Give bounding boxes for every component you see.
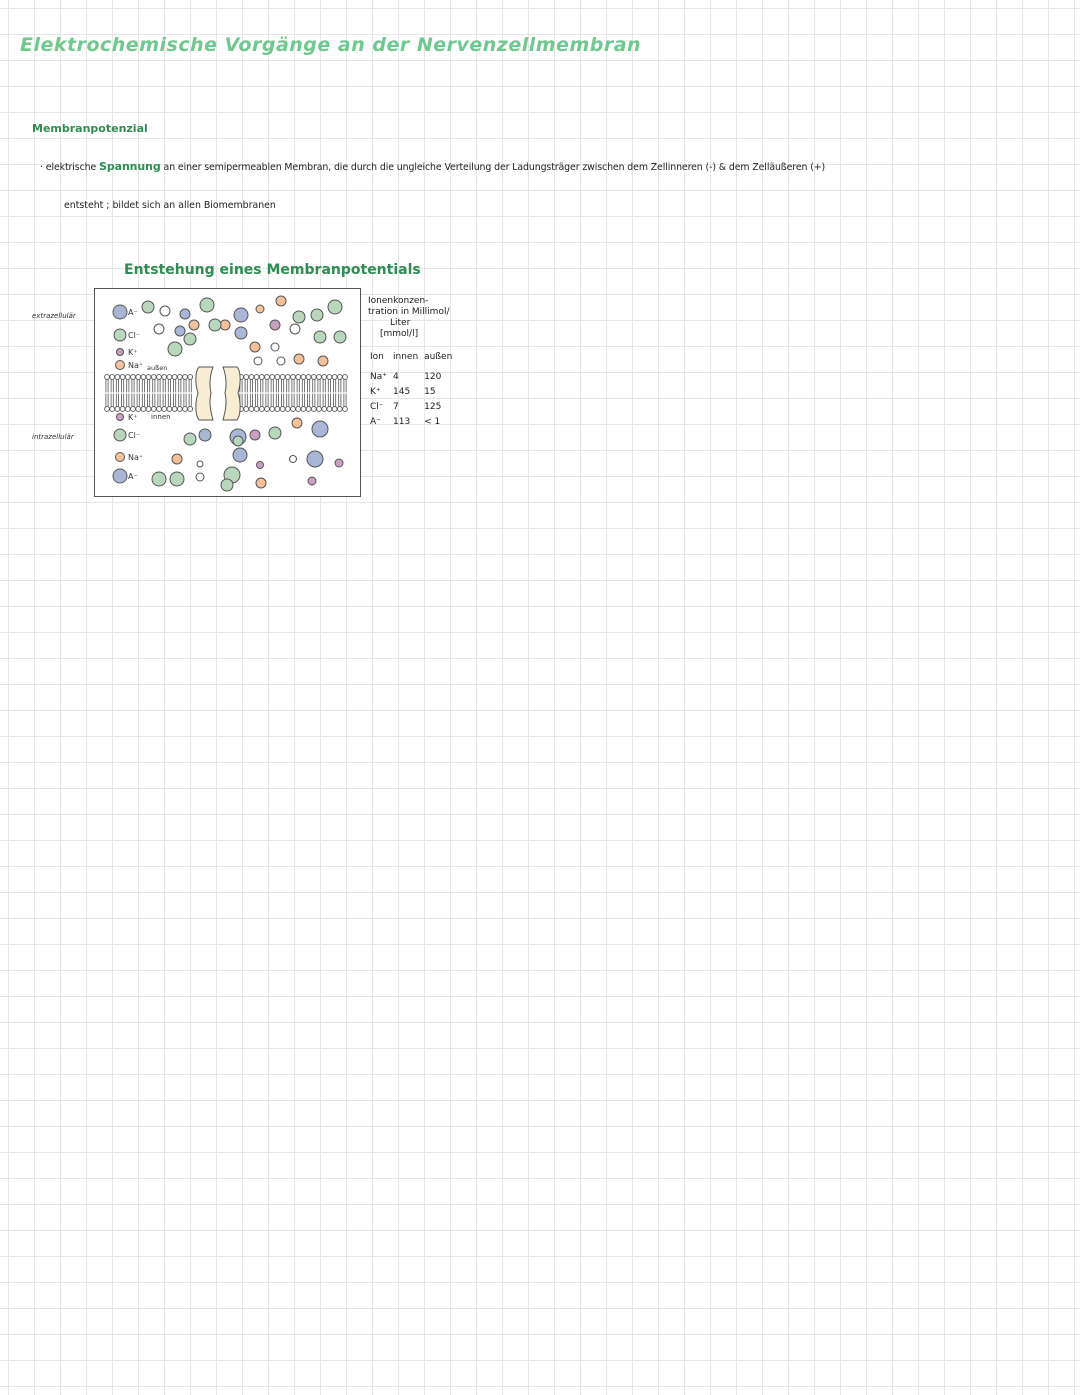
cell-outside: 15 xyxy=(424,387,436,397)
phospholipid-head xyxy=(125,375,130,380)
ion-channel-right-half xyxy=(223,367,240,420)
ion-particle xyxy=(269,427,281,439)
phospholipid-head xyxy=(177,375,182,380)
cell-outside: 120 xyxy=(424,372,442,382)
phospholipid-head xyxy=(270,407,275,412)
phospholipid-head xyxy=(105,407,110,412)
ion-legend-marker xyxy=(117,414,124,421)
ion-particle xyxy=(199,429,211,441)
ion-particle xyxy=(160,306,170,316)
phospholipid-head xyxy=(157,407,162,412)
phospholipid-head xyxy=(249,375,254,380)
ion-particle xyxy=(293,311,305,323)
ion-legend-marker xyxy=(113,305,127,319)
phospholipid-head xyxy=(105,375,110,380)
ion-particle xyxy=(233,448,247,462)
table-caption-line-1: Ionenkonzen- xyxy=(368,296,429,306)
phospholipid-head xyxy=(311,375,316,380)
phospholipid-head xyxy=(167,407,172,412)
phospholipid-head xyxy=(146,375,151,380)
legend-inside-anion: A⁻ xyxy=(128,472,138,481)
ion-particle xyxy=(311,309,323,321)
phospholipid-head xyxy=(157,375,162,380)
legend-outside-chloride: Cl⁻ xyxy=(128,331,141,340)
ion-particle xyxy=(197,461,203,467)
phospholipid-head xyxy=(275,375,280,380)
phospholipid-head xyxy=(183,375,188,380)
phospholipid-head xyxy=(332,375,337,380)
ion-particle xyxy=(233,436,243,446)
phospholipid-head xyxy=(296,375,301,380)
phospholipid-head xyxy=(301,407,306,412)
ion-particle xyxy=(250,342,260,352)
ion-particle xyxy=(334,331,346,343)
phospholipid-head xyxy=(136,407,141,412)
ion-particle xyxy=(235,327,247,339)
cell-inside: 4 xyxy=(393,372,399,382)
phospholipid-head xyxy=(146,407,151,412)
label-extracellular: extrazellulär xyxy=(32,312,76,320)
cell-ion: K⁺ xyxy=(370,387,381,397)
ion-particle xyxy=(271,343,279,351)
phospholipid-head xyxy=(177,407,182,412)
phospholipid-head xyxy=(327,375,332,380)
ion-particle xyxy=(318,356,328,366)
membrane-svg xyxy=(95,289,360,496)
phospholipid-head xyxy=(343,407,348,412)
phospholipid-head xyxy=(306,375,311,380)
phospholipid-head xyxy=(136,375,141,380)
legend-outside-potassium: K⁺ xyxy=(128,348,138,357)
phospholipid-head xyxy=(311,407,316,412)
definition-bullet: · xyxy=(40,162,43,173)
ion-legend-marker xyxy=(116,361,125,370)
cell-inside: 145 xyxy=(393,387,411,397)
phospholipid-head xyxy=(244,375,249,380)
cell-ion: Na⁺ xyxy=(370,372,387,382)
cell-ion: A⁻ xyxy=(370,417,381,427)
ion-particle xyxy=(312,421,328,437)
legend-outside-anion: A⁻ xyxy=(128,308,138,317)
cell-outside: < 1 xyxy=(424,417,441,427)
phospholipid-head xyxy=(254,407,259,412)
ion-legend-marker xyxy=(117,349,124,356)
header-outside: außen xyxy=(424,352,453,362)
ion-channel xyxy=(196,367,240,420)
table-caption-line-4: [mmol/l] xyxy=(380,329,419,339)
ion-particle xyxy=(154,324,164,334)
ion-particle xyxy=(184,333,196,345)
phospholipid-head xyxy=(244,407,249,412)
phospholipid-head xyxy=(306,407,311,412)
section-heading: Membranpotenzial xyxy=(32,122,148,135)
ion-particle xyxy=(254,357,262,365)
phospholipid-head xyxy=(115,407,120,412)
table-caption-line-3: Liter xyxy=(390,318,411,328)
phospholipid-head xyxy=(265,407,270,412)
page-title: Elektrochemische Vorgänge an der Nervenzellmembran xyxy=(20,34,642,56)
ion-particle xyxy=(175,326,185,336)
ion-legend-marker xyxy=(116,453,125,462)
phospholipid-head xyxy=(141,407,146,412)
header-ion: Ion xyxy=(370,352,384,362)
phospholipid-head xyxy=(172,375,177,380)
ion-particle xyxy=(307,451,323,467)
phospholipid-head xyxy=(151,407,156,412)
phospholipid-head xyxy=(327,407,332,412)
ion-particle xyxy=(292,418,302,428)
phospholipid-head xyxy=(131,407,136,412)
ion-legend-marker xyxy=(113,469,127,483)
ion-particle xyxy=(276,296,286,306)
definition-line-1 xyxy=(40,160,825,173)
concentration-table-block xyxy=(368,296,456,432)
ion-particle xyxy=(314,331,326,343)
phospholipid-head xyxy=(317,407,322,412)
legend-inside-word: innen xyxy=(151,413,171,421)
definition-part-1: elektrische xyxy=(45,162,97,173)
ion-particle xyxy=(335,459,343,467)
ion-particle xyxy=(294,354,304,364)
phospholipid-head xyxy=(110,407,115,412)
table-header-row xyxy=(368,352,456,372)
table-row xyxy=(368,387,456,402)
cell-inside: 113 xyxy=(393,417,411,427)
phospholipid-head xyxy=(296,407,301,412)
phospholipid-head xyxy=(265,375,270,380)
phospholipid-head xyxy=(343,375,348,380)
ion-particle xyxy=(328,300,342,314)
phospholipid-head xyxy=(280,375,285,380)
phospholipid-head xyxy=(131,375,136,380)
ion-channel-left-half xyxy=(196,367,213,420)
phospholipid-head xyxy=(285,375,290,380)
phospholipid-head xyxy=(183,407,188,412)
label-intracellular: intrazellulär xyxy=(32,433,74,441)
phospholipid-head xyxy=(254,375,259,380)
legend-outside-sodium: Na⁺ xyxy=(128,361,144,370)
definition-emphasis: Spannung xyxy=(99,160,161,173)
definition-part-2: an einer semipermeablen Membran, die durch die ungleiche Verteilung der Ladungsträger zwischen dem Zellinneren (-) & dem Zelläußeren (+) xyxy=(163,162,826,173)
phospholipid-head xyxy=(167,375,172,380)
ion-particle xyxy=(172,454,182,464)
phospholipid-head xyxy=(322,407,327,412)
ion-particle xyxy=(170,472,184,486)
legend-outside-word: außen xyxy=(147,364,168,372)
ion-legend-marker xyxy=(114,329,126,341)
ion-particle xyxy=(256,478,266,488)
phospholipid-head xyxy=(172,407,177,412)
ion-particle xyxy=(189,320,199,330)
ion-particle xyxy=(250,430,260,440)
cell-ion: Cl⁻ xyxy=(370,402,384,412)
definition-line-2: entsteht ; bildet sich an allen Biomembranen xyxy=(64,200,276,211)
phospholipid-head xyxy=(322,375,327,380)
phospholipid-head xyxy=(337,407,342,412)
phospholipid-head xyxy=(110,375,115,380)
table-row xyxy=(368,372,456,387)
phospholipid-head xyxy=(332,407,337,412)
phospholipid-head xyxy=(188,375,193,380)
phospholipid-head xyxy=(141,375,146,380)
legend-inside-sodium: Na⁺ xyxy=(128,453,144,462)
phospholipid-head xyxy=(291,375,296,380)
phospholipid-head xyxy=(291,407,296,412)
phospholipid-head xyxy=(285,407,290,412)
table-caption-line-2: tration in Millimol/ xyxy=(368,307,450,317)
ion-particle xyxy=(290,324,300,334)
ion-particle xyxy=(257,462,264,469)
ion-particle xyxy=(270,320,280,330)
ion-particle xyxy=(196,473,204,481)
phospholipid-head xyxy=(188,407,193,412)
table-row xyxy=(368,417,456,432)
phospholipid-head xyxy=(270,375,275,380)
phospholipid-head xyxy=(115,375,120,380)
table-row xyxy=(368,402,456,417)
header-inside: innen xyxy=(393,352,419,362)
ion-particle xyxy=(308,477,316,485)
cell-inside: 7 xyxy=(393,402,399,412)
phospholipid-head xyxy=(301,375,306,380)
legend-inside-potassium: K⁺ xyxy=(128,413,138,422)
phospholipid-head xyxy=(120,375,125,380)
concentration-table xyxy=(368,352,456,432)
phospholipid-head xyxy=(162,375,167,380)
ion-particle xyxy=(277,357,285,365)
phospholipid-head xyxy=(259,407,264,412)
ion-particle xyxy=(221,479,233,491)
phospholipid-head xyxy=(151,375,156,380)
phospholipid-head xyxy=(317,375,322,380)
ion-particle xyxy=(184,433,196,445)
ion-particle xyxy=(200,298,214,312)
ion-particle xyxy=(234,308,248,322)
cell-outside: 125 xyxy=(424,402,442,412)
ion-legend-marker xyxy=(114,429,126,441)
phospholipid-head xyxy=(275,407,280,412)
phospholipid-head xyxy=(162,407,167,412)
phospholipid-head xyxy=(249,407,254,412)
ion-particle xyxy=(256,305,264,313)
phospholipid-head xyxy=(259,375,264,380)
phospholipid-head xyxy=(120,407,125,412)
ion-particle xyxy=(168,342,182,356)
legend-inside-chloride: Cl⁻ xyxy=(128,431,141,440)
ion-particle xyxy=(209,319,221,331)
ion-particle xyxy=(180,309,190,319)
ion-particle xyxy=(152,472,166,486)
diagram-title: Entstehung eines Membranpotentials xyxy=(124,262,421,278)
phospholipid-head xyxy=(280,407,285,412)
ion-particle xyxy=(142,301,154,313)
ion-particle xyxy=(290,456,297,463)
membrane-diagram xyxy=(94,288,361,497)
phospholipid-head xyxy=(337,375,342,380)
phospholipid-head xyxy=(125,407,130,412)
